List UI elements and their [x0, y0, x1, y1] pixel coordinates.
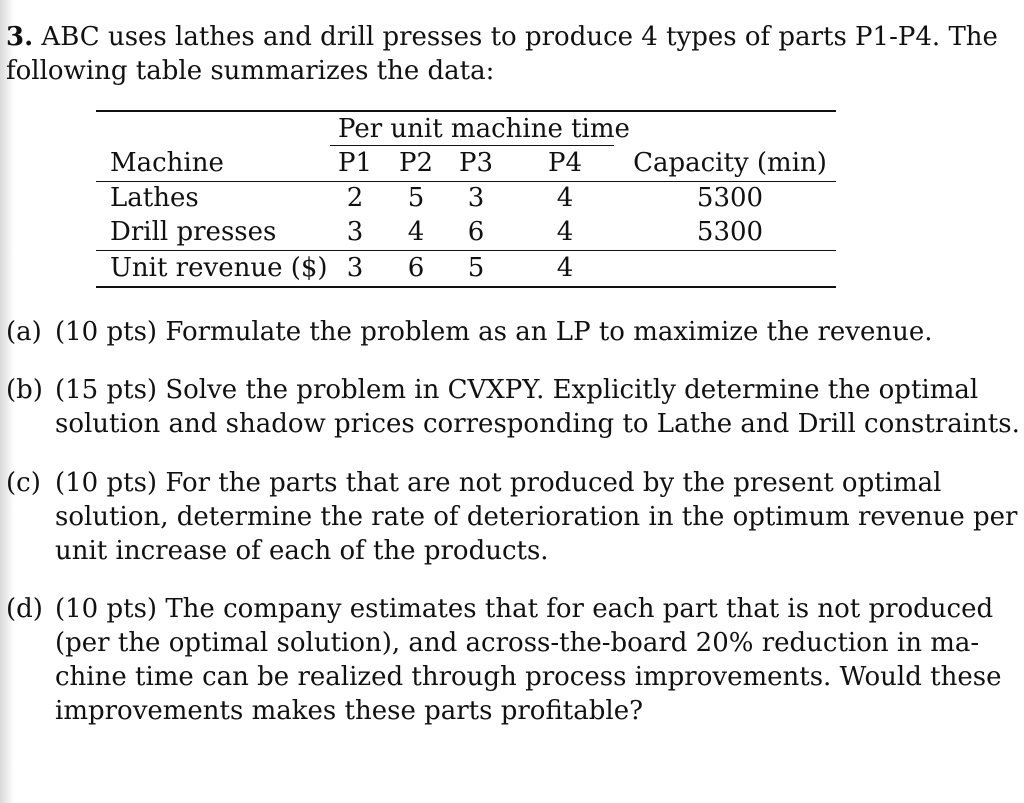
table-cell: 5300: [696, 217, 764, 247]
part-d-line-3: chine time can be realized through process improvements. Would these: [55, 662, 1002, 692]
table-cell: 3: [467, 183, 485, 213]
column-header-p3: P3: [458, 148, 494, 178]
problem-number: 3.: [6, 22, 34, 52]
problem-intro-line-1: [6, 21, 998, 53]
table-cell: 5: [407, 183, 425, 213]
table-cell: 4: [556, 253, 574, 283]
part-d-line-1: (10 pts) The company estimates that for each part that is not produced: [55, 594, 994, 624]
part-b-line-2: solution and shadow prices corresponding to Lathe and Drill constraints.: [55, 409, 1020, 439]
part-c-line-2: solution, determine the rate of deterioration in the optimum revenue per: [55, 502, 1018, 532]
table-bottom-rule: [96, 286, 836, 288]
part-b-line-1: (15 pts) Solve the problem in CVXPY. Explicitly determine the optimal: [55, 375, 979, 405]
part-b-label: (b): [6, 375, 43, 405]
table-cell: 4: [556, 183, 574, 213]
row-label-unit-revenue: Unit revenue ($): [110, 253, 328, 283]
column-header-p1: P1: [337, 148, 373, 178]
part-c-label: (c): [6, 468, 41, 498]
table-cell: 2: [346, 183, 364, 213]
table-cell: 5300: [696, 183, 764, 213]
column-header-p2: P2: [398, 148, 434, 178]
problem-intro-text: ABC uses lathes and drill presses to produce 4 types of parts P1-P4. The: [41, 22, 998, 52]
part-a-label: (a): [6, 317, 42, 347]
table-mid-rule: [96, 250, 836, 251]
column-header-capacity: Capacity (min): [633, 148, 827, 178]
row-label-drill-presses: Drill presses: [110, 217, 277, 247]
table-cell: 6: [467, 217, 485, 247]
table-group-rule: [330, 145, 614, 146]
part-d-line-2: (per the optimal solution), and across-the-board 20% reduction in ma-: [55, 628, 980, 658]
table-cell: 5: [467, 253, 485, 283]
part-d-line-4: improvements makes these parts profitable?: [55, 696, 644, 726]
table-top-rule: [96, 110, 836, 112]
part-d-label: (d): [6, 594, 43, 624]
table-cell: 4: [556, 217, 574, 247]
table-cell: 3: [346, 217, 364, 247]
table-group-header: Per unit machine time: [338, 114, 630, 144]
part-a-line-1: (10 pts) Formulate the problem as an LP to maximize the revenue.: [55, 317, 933, 347]
row-label-lathes: Lathes: [110, 183, 199, 213]
table-cell: 6: [407, 253, 425, 283]
part-c-line-1: (10 pts) For the parts that are not produced by the present optimal: [55, 468, 942, 498]
table-cell: 4: [407, 217, 425, 247]
part-c-line-3: unit increase of each of the products.: [55, 536, 549, 566]
column-header-machine: Machine: [110, 148, 224, 178]
table-cell: 3: [346, 253, 364, 283]
problem-intro-line-2: following table summarizes the data:: [6, 56, 495, 86]
column-header-p4: P4: [547, 148, 583, 178]
